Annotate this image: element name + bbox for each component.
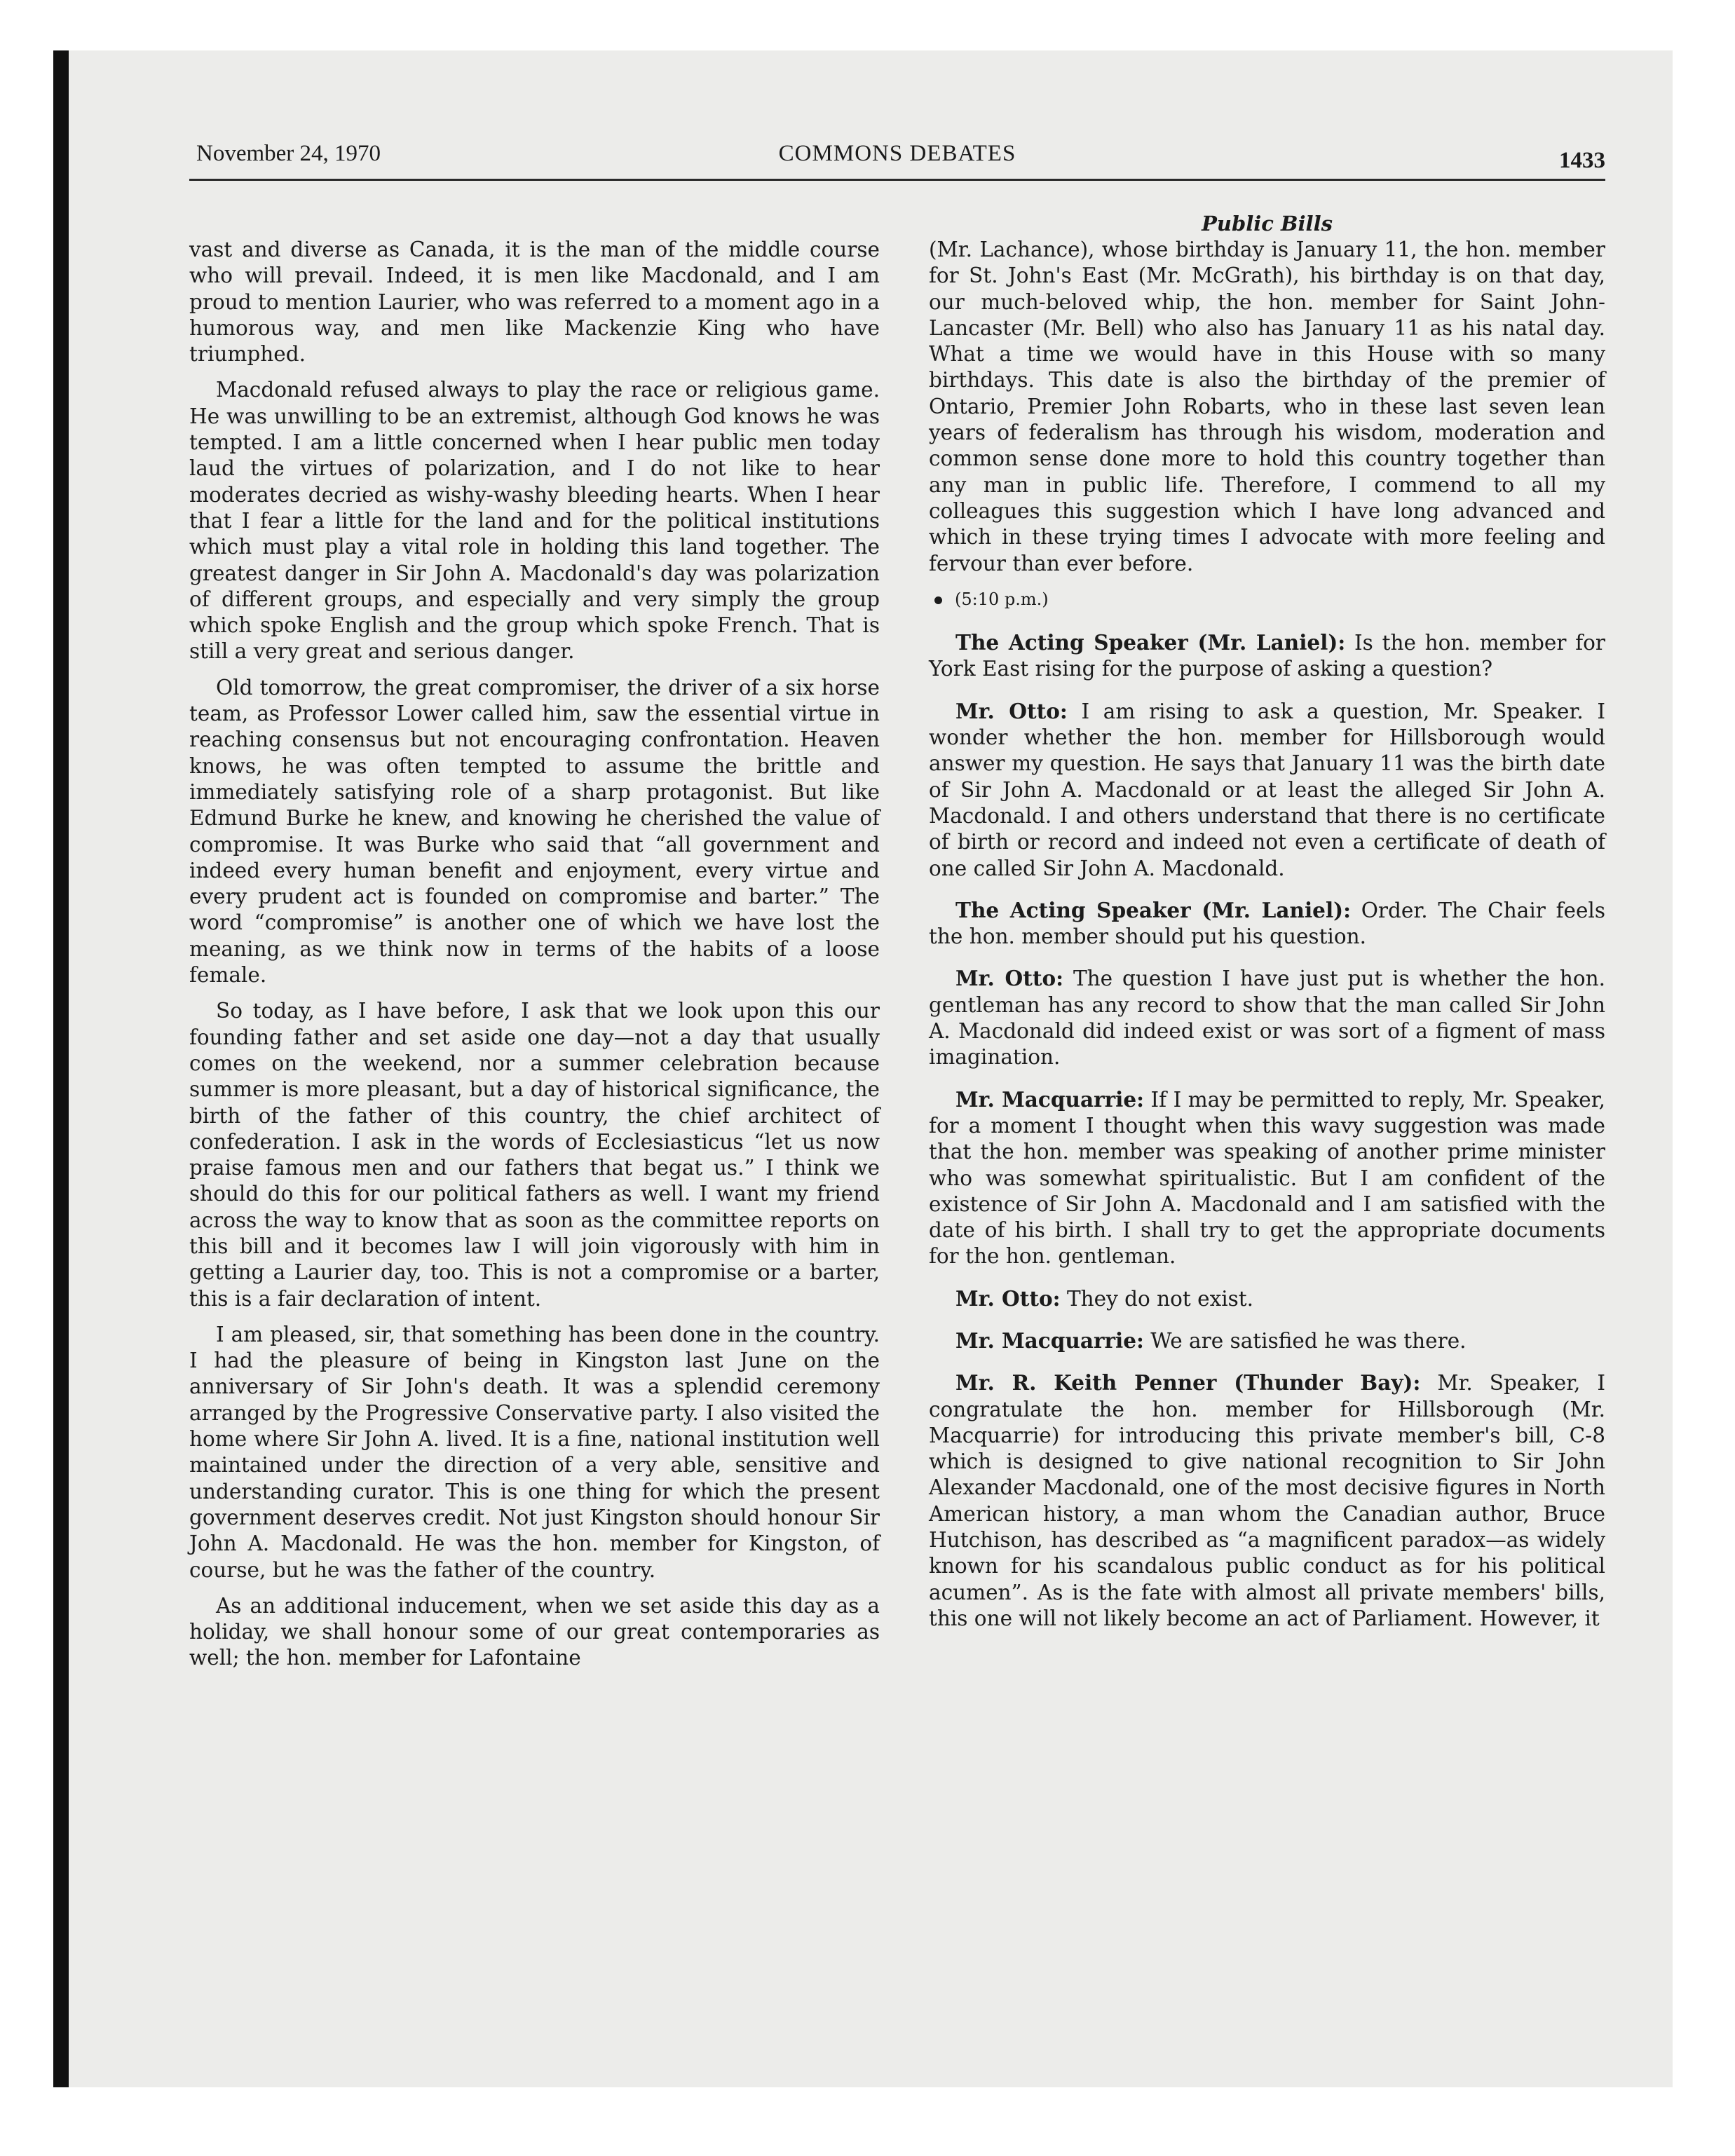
header-date: November 24, 1970 [196,141,381,166]
speech [929,1370,1605,1632]
speaker-name: Mr. Macquarrie: [955,1328,1144,1353]
speaker-name: Mr. Macquarrie: [955,1086,1145,1112]
document-page [189,137,1605,1959]
right-column [929,237,1605,1644]
speech [929,1285,1605,1312]
running-header [189,137,1605,181]
speech [929,629,1605,683]
speech-text: I am rising to ask a question, Mr. Speaker. I wonder whether the hon. member for Hillsborough would answer my question. He says that January 11 was the birth date of Sir John A. Macdonald or at least the alleged Sir John A. Macdonald. I and others understand that there is no certificate of birth or record and indeed not even a certificate of death of one called Sir John A. Macdonald. [929,699,1605,880]
speaker-name: Mr. Otto: [955,1285,1061,1311]
speech-text: Is the hon. member for York East rising for the purpose of asking a question? [929,631,1605,681]
paragraph: Old tomorrow, the great compromiser, the driver of a six horse team, as Professor Lower called him, saw the essential virtue in reaching consensus but not encouraging confrontation. Heaven knows, he was often tempted to assume the brittle and immediately satisfying role of a sharp protagonist. But like Edmund Burke he knew, and knowing he cherished the value of compromise. It was Burke who said that “all government and indeed every human benefit and enjoyment, every virtue and every prudent act is founded on compromise and barter.” The word “compromise” is another one of which we have lost the meaning, as we think now in terms of the habits of a loose female. [189,675,880,988]
speech [929,698,1605,882]
speaker-name: Mr. Otto: [955,698,1068,723]
speaker-name: Mr. Otto: [955,966,1064,991]
speech-text: Order. The Chair feels the hon. member should put his question. [929,898,1605,949]
speech [929,965,1605,1070]
bullet-icon [934,596,942,604]
time-stamp [929,587,1605,613]
paragraph: vast and diverse as Canada, it is the man of the middle course who will prevail. Indeed, it is men like Macdonald, and I am proud to mention Laurier, who was referred to a moment ago in a humorous way, and men like Mackenzie King who have triumphed. [189,238,880,367]
speaker-name: The Acting Speaker (Mr. Laniel): [955,630,1346,655]
paragraph: I am pleased, sir, that something has been done in the country. I had the pleasure of being in Kingston last June on the anniversary of Sir John's death. It was a splendid ceremony arranged by the Progressive Conservative party. I also visited the home where Sir John A. lived. It is a fine, national institution well maintained under the direction of a very able, sensitive and understanding curator. This is one thing for which the present government deserves credit. Not just Kingston should honour Sir John A. Macdonald. He was the hon. member for Kingston, of course, but he was the father of the country. [189,1322,880,1582]
speech [929,897,1605,950]
speech [929,1086,1605,1270]
paragraph: Macdonald refused always to play the race or religious game. He was unwilling to be an extremist, although God knows he was tempted. I am a little concerned when I hear public men today laud the virtues of polarization, and I do not like to hear moderates decried as wishy-washy bleeding hearts. When I hear that I fear a little for the land and for the political institutions which must play a vital role in holding this land together. The greatest danger in Sir John A. Macdonald's day was polarization of different groups, and especially and very simply the group which spoke English and the group which spoke French. That is still a very great and serious danger. [189,378,880,664]
speaker-name: Mr. R. Keith Penner (Thunder Bay): [955,1370,1421,1396]
speech-text: They do not exist. [1066,1286,1254,1311]
left-column [189,237,880,1681]
page-number: 1433 [1559,148,1605,173]
speech [929,1328,1605,1354]
paragraph: As an additional inducement, when we set aside this day as a holiday, we shall honour some of our great contemporaries as well; the hon. member for Lafontaine [189,1593,880,1670]
speech-text: Mr. Speaker, I congratulate the hon. member for Hillsborough (Mr. Macquarrie) for introducing this private member's bill, C-8 which is designed to give national recognition to Sir John Alexander Macdonald, one of the most decisive figures in North American history, a man whom the Canadian author, Bruce Hutchison, has described as “a magnificent paradox—as widely known for his scandalous public conduct as for his political acumen”. As is the fate with almost all private members' bills, this one will not likely become an act of Parliament. However, it [929,1371,1605,1630]
time-text: (5:10 p.m.) [955,589,1049,609]
header-publication: COMMONS DEBATES [778,141,1016,166]
paragraph: (Mr. Lachance), whose birthday is January 11, the hon. member for St. John's East (Mr. McGrath), his birthday is on that day, our much-beloved whip, the hon. member for Saint John-Lancaster (Mr. Bell) who also has January 11 as his natal day. What a time we would have in this House with so many birthdays. This date is also the birthday of the premier of Ontario, Premier John Robarts, who in these last seven lean years of federalism has through his wisdom, moderation and common sense done more to hold this country together than any man in public life. Therefore, I commend to all my colleagues this suggestion which I have long advanced and which in these trying times I advocate with more feeling and fervour than ever before. [929,238,1605,575]
section-heading: Public Bills [1202,212,1333,236]
speech-text: The question I have just put is whether the hon. gentleman has any record to show that the man called Sir John A. Macdonald did indeed exist or was sort of a figment of mass imagination. [929,967,1605,1070]
speech-text: We are satisfied he was there. [1150,1328,1467,1353]
speech-text: If I may be permitted to reply, Mr. Speaker, for a moment I thought when this wavy suggestion was made that the hon. member was speaking of another prime minister who was somewhat spiritualistic. But I am confident of the existence of Sir John A. Macdonald and I am satisfied with the date of his birth. I shall try to get the appropriate documents for the hon. gentleman. [929,1087,1605,1269]
speaker-name: The Acting Speaker (Mr. Laniel): [955,897,1351,922]
paragraph: So today, as I have before, I ask that we look upon this our founding father and set aside one day—not a day that usually comes on the weekend, nor a summer celebration because summer is more pleasant, but a day of historical significance, the birth of the father of this country, the chief architect of confederation. I ask in the words of Ecclesiasticus “let us now praise famous men and our fathers that begat us.” I think we should do this for our political fathers as well. I want my friend across the way to know that as soon as the committee reports on this bill and it becomes law I will join vigorously with him in getting a Laurier day, too. This is not a compromise or a barter, this is a fair declaration of intent. [189,999,880,1311]
